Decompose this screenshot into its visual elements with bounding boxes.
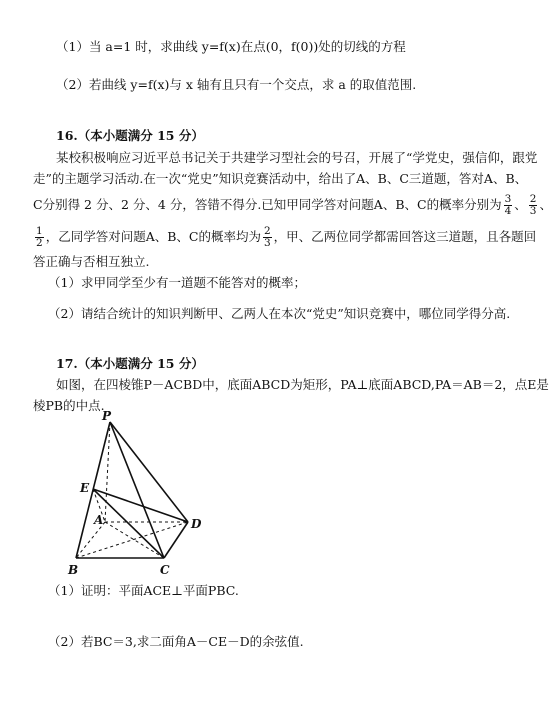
edge-PC — [110, 422, 164, 558]
label-B: B — [68, 563, 79, 577]
edge-AC-hidden — [105, 522, 164, 558]
q16-para-line3-text: C分别得 2 分、2 分、4 分，答错不得分.已知甲同学答对问题A、B、C的概率分别为 — [33, 197, 502, 212]
q15-part1: （1）当 a=1 时，求曲线 y=f(x)在点(0，f(0))处的切线的方程 — [56, 39, 406, 54]
label-E: E — [80, 481, 90, 495]
q17-part1: （1）证明：平面ACE⊥平面PBC. — [48, 583, 239, 598]
q17-part2: （2）若BC＝3,求二面角A－CE－D的余弦值. — [48, 634, 304, 649]
edge-PD — [110, 422, 188, 522]
q17-header: 17.（本小题满分 15 分） — [56, 356, 204, 371]
q17-para-line2: 棱PB的中点. — [33, 398, 105, 413]
label-P: P — [102, 409, 112, 423]
label-A: A — [94, 513, 104, 527]
q16-para-line4: $\frac{1}{2}$ ，乙同学答对问题A、B、C的概率均为 $\frac{2}{3}$ ，甲、乙两位同学都需回答这三道题，且各题回 — [36, 225, 537, 249]
q16-para-line2: 走”的主题学习活动.在一次“党史”知识竞赛活动中，给出了A、B、C三道题，答对A、B、 — [33, 171, 528, 186]
edge-CD — [164, 522, 188, 558]
q16-part2: （2）请结合统计的知识判断甲、乙两人在本次“党史”知识竞赛中，哪位同学得分高. — [48, 306, 511, 321]
fraction-3-4: $\frac{3}{4}$ — [504, 193, 512, 217]
label-C: C — [160, 563, 170, 577]
q16-header: 16.（本小题满分 15 分） — [56, 128, 204, 143]
edge-ED — [93, 489, 188, 522]
label-D: D — [191, 517, 202, 531]
q16-part1: （1）求甲同学至少有一道题不能答对的概率； — [48, 275, 306, 290]
q16-para-line1: 某校积极响应习近平总书记关于共建学习型社会的号召，开展了“学党史，强信仰，跟党 — [56, 150, 538, 165]
fraction-2-3-b: $\frac{2}{3}$ — [263, 225, 271, 249]
pyramid-figure — [60, 410, 210, 580]
q16-para-line5: 答正确与否相互独立. — [33, 254, 150, 269]
fraction-2-3: $\frac{2}{3}$ — [529, 193, 537, 217]
fraction-1-2: $\frac{1}{2}$ — [36, 225, 43, 249]
q16-para-line3: C分别得 2 分、2 分、4 分，答错不得分.已知甲同学答对问题A、B、C的概率分别为 $\frac{3}{4}$ 、 $\frac{2}{3}$ 、 — [33, 193, 552, 217]
q17-para-line1: 如图，在四棱锥P－ACBD中，底面ABCD为矩形，PA⊥底面ABCD,PA＝AB＝2，点E是 — [56, 377, 549, 392]
q15-part2: （2）若曲线 y=f(x)与 x 轴有且只有一个交点，求 a 的取值范围. — [56, 77, 417, 92]
